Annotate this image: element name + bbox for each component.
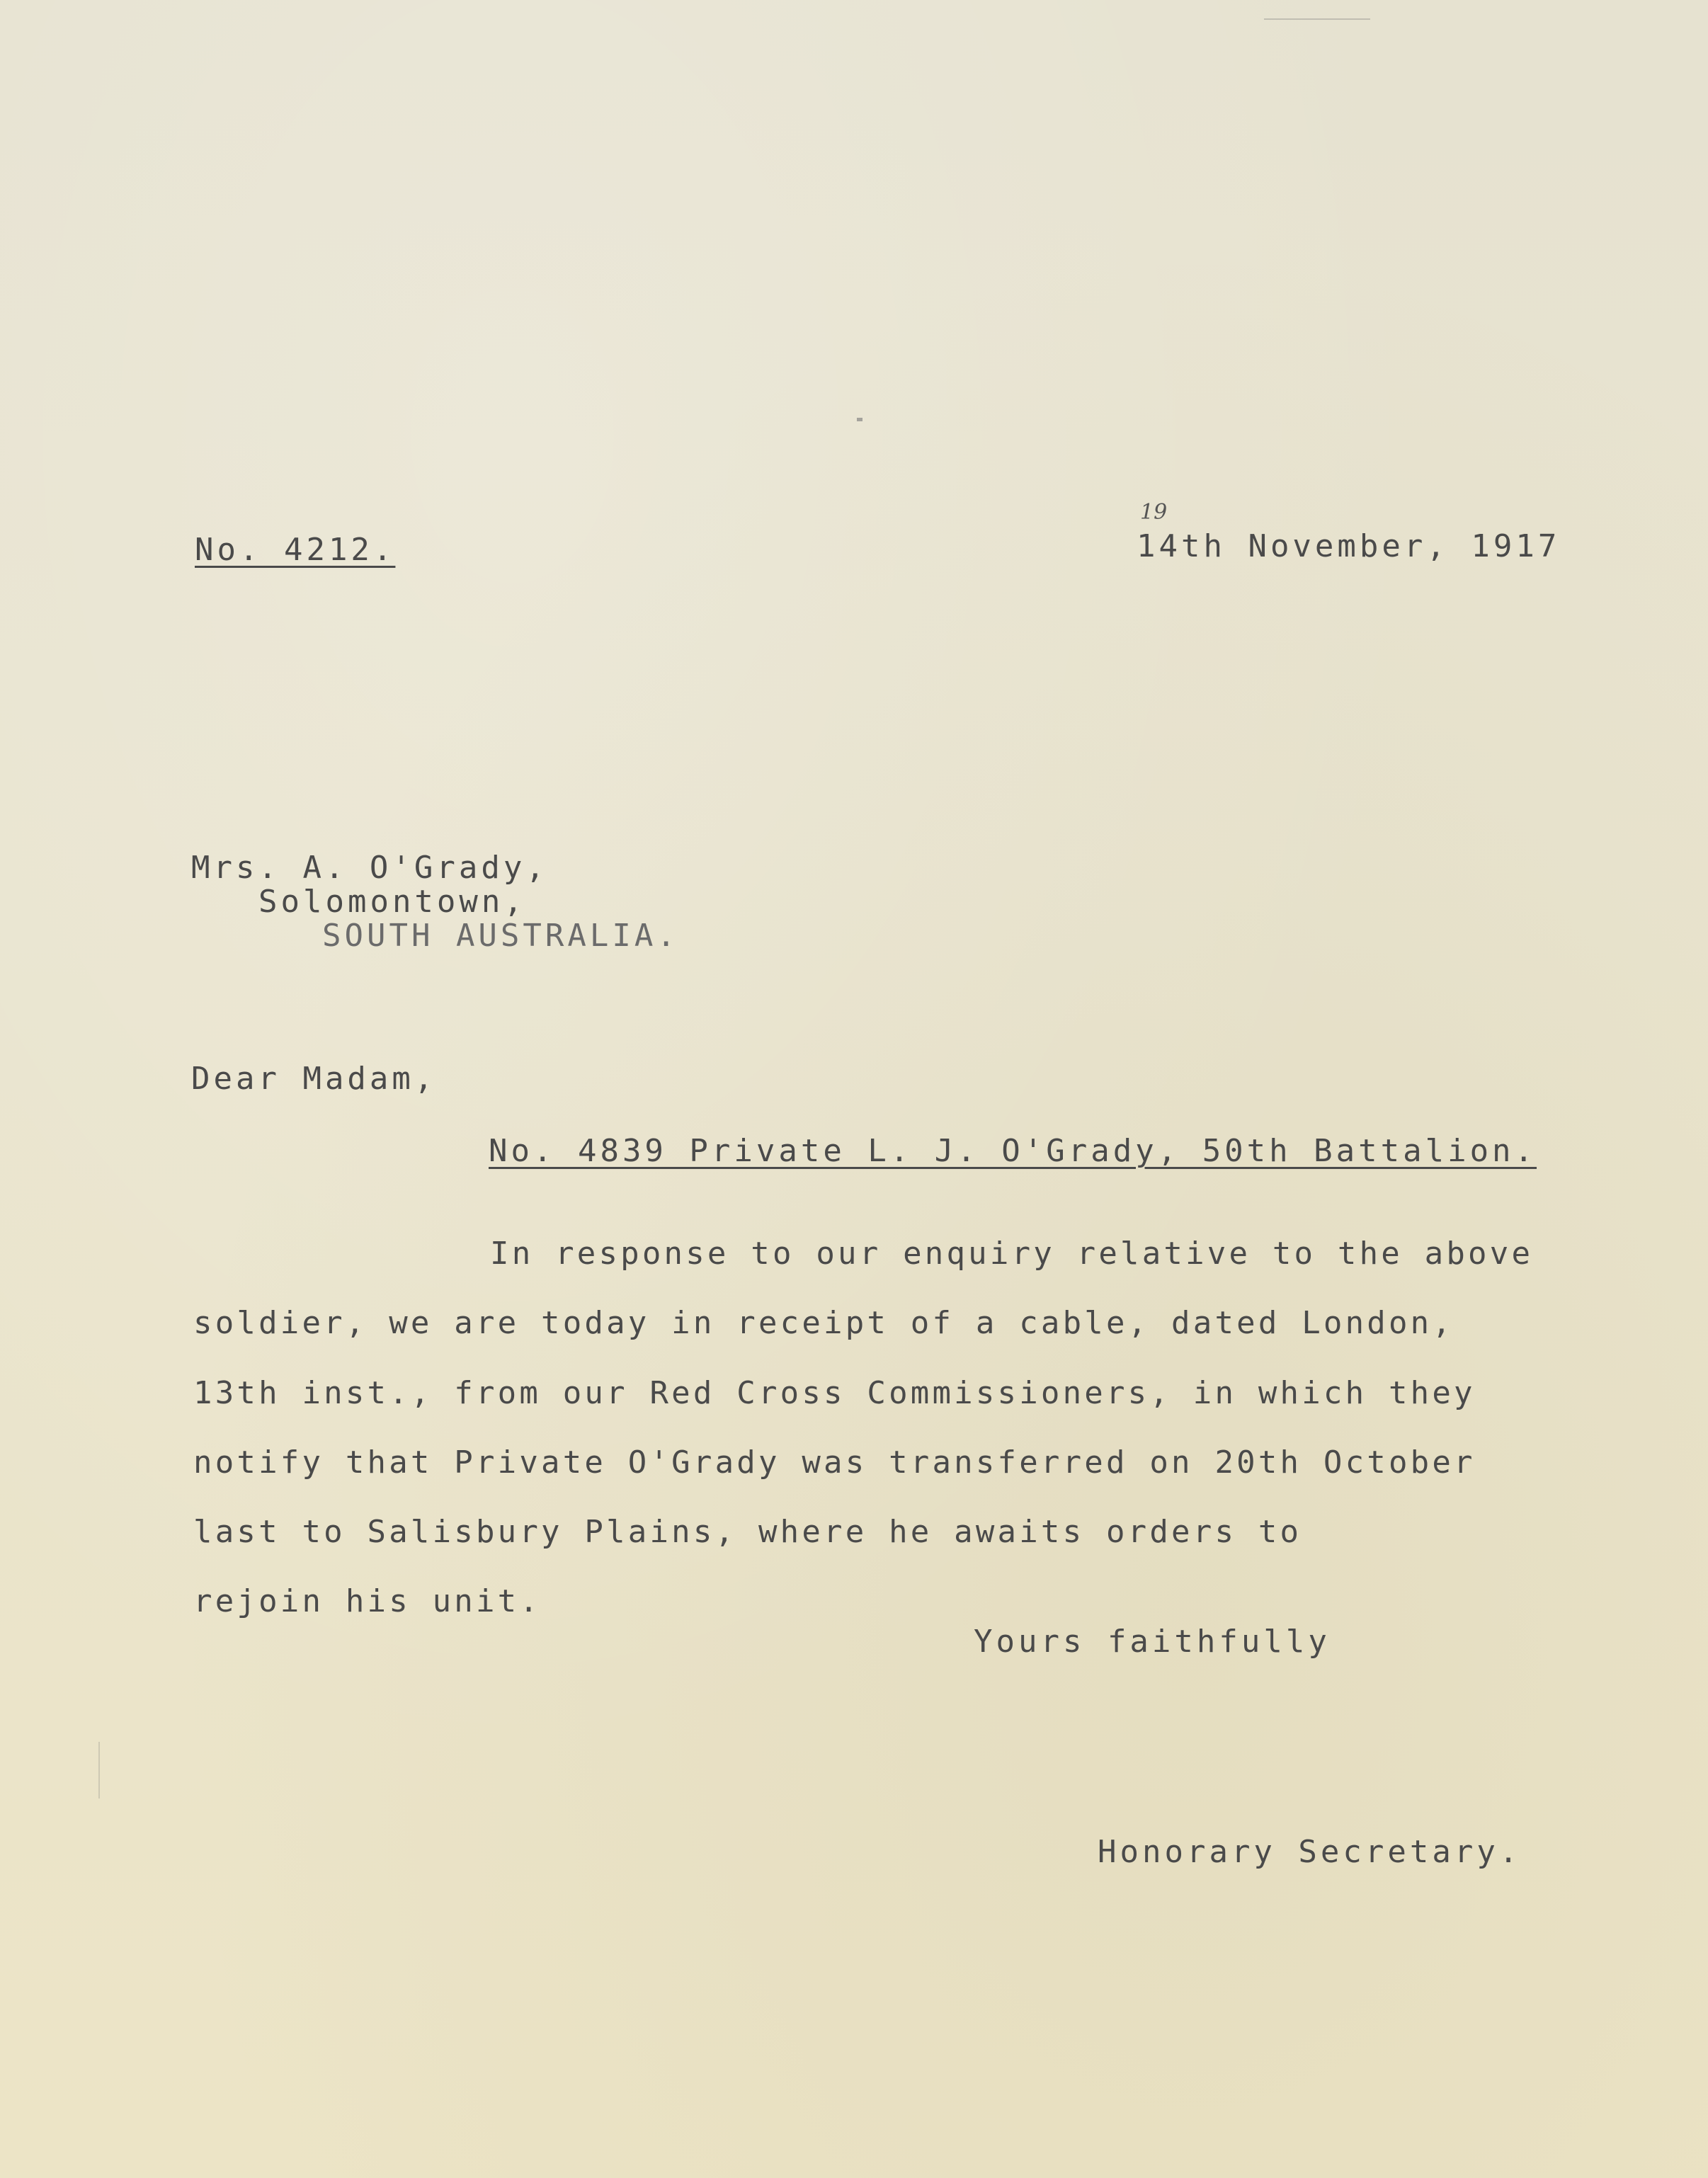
body-line-3: 13th inst., from our Red Cross Commissioners, in which they <box>193 1375 1476 1411</box>
reference-number: No. 4212. <box>195 532 396 568</box>
address-line-1: Mrs. A. O'Grady, <box>191 850 548 886</box>
body-line-2: soldier, we are today in receipt of a cable, dated London, <box>193 1305 1454 1341</box>
closing: Yours faithfully <box>974 1624 1331 1660</box>
paper-mark-left-edge <box>98 1742 100 1798</box>
paper-mark-dot <box>857 418 862 421</box>
letter-date: 14th November, 1917 <box>1137 528 1561 564</box>
subject-line: No. 4839 Private L. J. O'Grady, 50th Battalion. <box>489 1133 1537 1169</box>
signatory-title: Honorary Secretary. <box>1098 1834 1522 1870</box>
body-line-4: notify that Private O'Grady was transferred on 20th October <box>193 1444 1476 1481</box>
salutation: Dear Madam, <box>191 1061 437 1097</box>
body-line-6: rejoin his unit. <box>193 1583 542 1619</box>
address-line-2: Solomontown, <box>258 884 526 920</box>
body-line-5: last to Salisbury Plains, where he awaits orders to <box>193 1514 1302 1550</box>
paper-mark-top <box>1264 18 1370 20</box>
date-correction: 19 <box>1140 500 1168 525</box>
body-line-1: In response to our enquiry relative to the above <box>490 1236 1534 1272</box>
address-line-3: SOUTH AUSTRALIA. <box>322 918 679 954</box>
